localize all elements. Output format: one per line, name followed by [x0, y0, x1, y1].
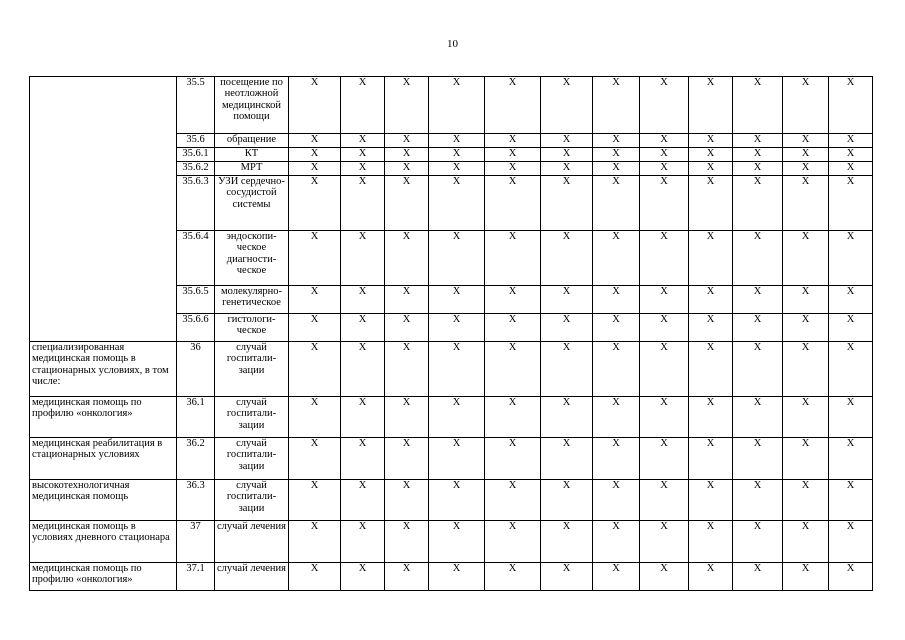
- mark-cell: X: [429, 563, 485, 591]
- mark-cell: X: [593, 342, 640, 397]
- mark-cell: X: [385, 397, 429, 438]
- mark-cell: X: [541, 162, 593, 176]
- mark-cell: X: [783, 134, 829, 148]
- mark-cell: X: [689, 563, 733, 591]
- mark-cell: X: [689, 176, 733, 231]
- mark-cell: X: [341, 480, 385, 521]
- mark-cell: X: [593, 231, 640, 286]
- mark-cell: X: [829, 397, 873, 438]
- unit-cell: молекулярно-генетическое: [215, 286, 289, 314]
- category-cell: высокотехнологичная медицинская помощь: [30, 480, 177, 521]
- data-table: [29, 76, 873, 591]
- mark-cell: X: [385, 314, 429, 342]
- mark-cell: X: [485, 397, 541, 438]
- mark-cell: X: [689, 480, 733, 521]
- mark-cell: X: [783, 563, 829, 591]
- mark-cell: X: [733, 134, 783, 148]
- mark-cell: X: [829, 148, 873, 162]
- mark-cell: X: [341, 314, 385, 342]
- mark-cell: X: [485, 314, 541, 342]
- mark-cell: X: [541, 231, 593, 286]
- mark-cell: X: [429, 176, 485, 231]
- mark-cell: X: [640, 162, 689, 176]
- mark-cell: X: [689, 521, 733, 563]
- mark-cell: X: [429, 314, 485, 342]
- mark-cell: X: [385, 77, 429, 134]
- mark-cell: X: [733, 563, 783, 591]
- mark-cell: X: [485, 134, 541, 148]
- mark-cell: X: [640, 521, 689, 563]
- mark-cell: X: [640, 148, 689, 162]
- mark-cell: X: [640, 314, 689, 342]
- unit-cell: посещение по неотложной медицинской помощи: [215, 77, 289, 134]
- mark-cell: X: [733, 521, 783, 563]
- mark-cell: X: [485, 77, 541, 134]
- mark-cell: X: [289, 563, 341, 591]
- mark-cell: X: [783, 162, 829, 176]
- mark-cell: X: [733, 438, 783, 480]
- mark-cell: X: [593, 314, 640, 342]
- mark-cell: X: [640, 231, 689, 286]
- mark-cell: X: [640, 480, 689, 521]
- mark-cell: X: [541, 563, 593, 591]
- mark-cell: X: [429, 397, 485, 438]
- mark-cell: X: [640, 134, 689, 148]
- mark-cell: X: [733, 231, 783, 286]
- mark-cell: X: [289, 397, 341, 438]
- mark-cell: X: [429, 148, 485, 162]
- mark-cell: X: [829, 134, 873, 148]
- unit-cell: случай лечения: [215, 563, 289, 591]
- mark-cell: X: [593, 563, 640, 591]
- table-row: [30, 397, 873, 438]
- mark-cell: X: [733, 162, 783, 176]
- mark-cell: X: [385, 342, 429, 397]
- mark-cell: X: [289, 480, 341, 521]
- mark-cell: X: [341, 521, 385, 563]
- mark-cell: X: [341, 397, 385, 438]
- mark-cell: X: [783, 342, 829, 397]
- mark-cell: X: [783, 231, 829, 286]
- mark-cell: X: [289, 438, 341, 480]
- row-code-cell: 35.6.6: [177, 314, 215, 342]
- mark-cell: X: [289, 342, 341, 397]
- mark-cell: X: [485, 342, 541, 397]
- mark-cell: X: [783, 480, 829, 521]
- mark-cell: X: [783, 176, 829, 231]
- mark-cell: X: [689, 286, 733, 314]
- mark-cell: X: [829, 480, 873, 521]
- mark-cell: X: [541, 148, 593, 162]
- mark-cell: X: [485, 480, 541, 521]
- mark-cell: X: [541, 397, 593, 438]
- table-row: [30, 342, 873, 397]
- mark-cell: X: [485, 162, 541, 176]
- row-code-cell: 35.5: [177, 77, 215, 134]
- mark-cell: X: [783, 286, 829, 314]
- mark-cell: X: [341, 231, 385, 286]
- category-cell: медицинская помощь по профилю «онкология»: [30, 397, 177, 438]
- mark-cell: X: [429, 342, 485, 397]
- unit-cell: обращение: [215, 134, 289, 148]
- unit-cell: КТ: [215, 148, 289, 162]
- mark-cell: X: [485, 563, 541, 591]
- mark-cell: X: [733, 286, 783, 314]
- category-cell: медицинская реабилитация в стационарных условиях: [30, 438, 177, 480]
- mark-cell: X: [485, 148, 541, 162]
- mark-cell: X: [541, 314, 593, 342]
- mark-cell: X: [640, 286, 689, 314]
- mark-cell: X: [289, 176, 341, 231]
- mark-cell: X: [593, 162, 640, 176]
- mark-cell: X: [541, 134, 593, 148]
- mark-cell: X: [640, 563, 689, 591]
- mark-cell: X: [429, 231, 485, 286]
- mark-cell: X: [485, 176, 541, 231]
- mark-cell: X: [640, 176, 689, 231]
- mark-cell: X: [385, 438, 429, 480]
- mark-cell: X: [829, 176, 873, 231]
- row-code-cell: 35.6: [177, 134, 215, 148]
- row-code-cell: 35.6.3: [177, 176, 215, 231]
- mark-cell: X: [783, 148, 829, 162]
- mark-cell: X: [341, 563, 385, 591]
- mark-cell: X: [829, 314, 873, 342]
- mark-cell: X: [593, 176, 640, 231]
- row-code-cell: 37: [177, 521, 215, 563]
- mark-cell: X: [385, 286, 429, 314]
- page-number: 10: [447, 38, 458, 50]
- mark-cell: X: [341, 176, 385, 231]
- mark-cell: X: [689, 148, 733, 162]
- mark-cell: X: [783, 77, 829, 134]
- mark-cell: X: [829, 231, 873, 286]
- mark-cell: X: [341, 77, 385, 134]
- mark-cell: X: [541, 521, 593, 563]
- mark-cell: X: [541, 342, 593, 397]
- mark-cell: X: [593, 521, 640, 563]
- mark-cell: X: [541, 77, 593, 134]
- mark-cell: X: [289, 148, 341, 162]
- row-code-cell: 36: [177, 342, 215, 397]
- mark-cell: X: [385, 563, 429, 591]
- mark-cell: X: [733, 77, 783, 134]
- mark-cell: X: [640, 438, 689, 480]
- unit-cell: случай госпитали-зации: [215, 342, 289, 397]
- mark-cell: X: [341, 438, 385, 480]
- unit-cell: случай лечения: [215, 521, 289, 563]
- mark-cell: X: [385, 176, 429, 231]
- row-code-cell: 37.1: [177, 563, 215, 591]
- mark-cell: X: [385, 162, 429, 176]
- mark-cell: X: [829, 342, 873, 397]
- mark-cell: X: [429, 134, 485, 148]
- mark-cell: X: [429, 162, 485, 176]
- mark-cell: X: [289, 77, 341, 134]
- category-cell: медицинская помощь в условиях дневного стационара: [30, 521, 177, 563]
- mark-cell: X: [341, 342, 385, 397]
- category-cell: [30, 77, 177, 342]
- row-code-cell: 36.2: [177, 438, 215, 480]
- mark-cell: X: [640, 342, 689, 397]
- mark-cell: X: [829, 162, 873, 176]
- mark-cell: X: [341, 148, 385, 162]
- mark-cell: X: [385, 521, 429, 563]
- mark-cell: X: [485, 231, 541, 286]
- row-code-cell: 36.1: [177, 397, 215, 438]
- category-cell: специализированная медицинская помощь в стационарных условиях, в том числе:: [30, 342, 177, 397]
- mark-cell: X: [689, 314, 733, 342]
- mark-cell: X: [783, 438, 829, 480]
- mark-cell: X: [289, 162, 341, 176]
- mark-cell: X: [593, 397, 640, 438]
- mark-cell: X: [385, 148, 429, 162]
- row-code-cell: 35.6.2: [177, 162, 215, 176]
- mark-cell: X: [541, 438, 593, 480]
- mark-cell: X: [733, 342, 783, 397]
- mark-cell: X: [593, 438, 640, 480]
- mark-cell: X: [829, 521, 873, 563]
- mark-cell: X: [733, 148, 783, 162]
- mark-cell: X: [829, 563, 873, 591]
- mark-cell: X: [429, 77, 485, 134]
- mark-cell: X: [429, 480, 485, 521]
- unit-cell: случай госпитали-зации: [215, 438, 289, 480]
- mark-cell: X: [689, 134, 733, 148]
- table-row: [30, 480, 873, 521]
- mark-cell: X: [429, 521, 485, 563]
- mark-cell: X: [689, 77, 733, 134]
- row-code-cell: 36.3: [177, 480, 215, 521]
- mark-cell: X: [733, 176, 783, 231]
- mark-cell: X: [541, 176, 593, 231]
- mark-cell: X: [783, 397, 829, 438]
- mark-cell: X: [341, 134, 385, 148]
- category-cell: медицинская помощь по профилю «онкология»: [30, 563, 177, 591]
- table-row: [30, 521, 873, 563]
- unit-cell: гистологи-ческое: [215, 314, 289, 342]
- mark-cell: X: [385, 134, 429, 148]
- unit-cell: МРТ: [215, 162, 289, 176]
- unit-cell: эндоскопи-ческое диагности-ческое: [215, 231, 289, 286]
- mark-cell: X: [289, 286, 341, 314]
- mark-cell: X: [640, 77, 689, 134]
- mark-cell: X: [289, 314, 341, 342]
- mark-cell: X: [829, 438, 873, 480]
- mark-cell: X: [733, 314, 783, 342]
- mark-cell: X: [689, 397, 733, 438]
- mark-cell: X: [689, 342, 733, 397]
- mark-cell: X: [341, 162, 385, 176]
- row-code-cell: 35.6.1: [177, 148, 215, 162]
- mark-cell: X: [485, 438, 541, 480]
- unit-cell: случай госпитали-зации: [215, 480, 289, 521]
- mark-cell: X: [289, 134, 341, 148]
- mark-cell: X: [541, 286, 593, 314]
- mark-cell: X: [829, 286, 873, 314]
- mark-cell: X: [429, 438, 485, 480]
- row-code-cell: 35.6.4: [177, 231, 215, 286]
- mark-cell: X: [733, 397, 783, 438]
- mark-cell: X: [385, 480, 429, 521]
- table-row: [30, 438, 873, 480]
- mark-cell: X: [593, 480, 640, 521]
- mark-cell: X: [783, 521, 829, 563]
- mark-cell: X: [689, 162, 733, 176]
- mark-cell: X: [289, 231, 341, 286]
- mark-cell: X: [485, 286, 541, 314]
- mark-cell: X: [593, 134, 640, 148]
- mark-cell: X: [485, 521, 541, 563]
- mark-cell: X: [689, 438, 733, 480]
- unit-cell: УЗИ сердечно-сосудистой системы: [215, 176, 289, 231]
- mark-cell: X: [640, 397, 689, 438]
- mark-cell: X: [541, 480, 593, 521]
- table-row: [30, 77, 873, 134]
- mark-cell: X: [429, 286, 485, 314]
- mark-cell: X: [829, 77, 873, 134]
- mark-cell: X: [341, 286, 385, 314]
- unit-cell: случай госпитали-зации: [215, 397, 289, 438]
- mark-cell: X: [593, 148, 640, 162]
- row-code-cell: 35.6.5: [177, 286, 215, 314]
- table-row: [30, 563, 873, 591]
- mark-cell: X: [783, 314, 829, 342]
- mark-cell: X: [385, 231, 429, 286]
- mark-cell: X: [593, 77, 640, 134]
- mark-cell: X: [289, 521, 341, 563]
- mark-cell: X: [593, 286, 640, 314]
- table-body: [30, 77, 873, 591]
- mark-cell: X: [733, 480, 783, 521]
- mark-cell: X: [689, 231, 733, 286]
